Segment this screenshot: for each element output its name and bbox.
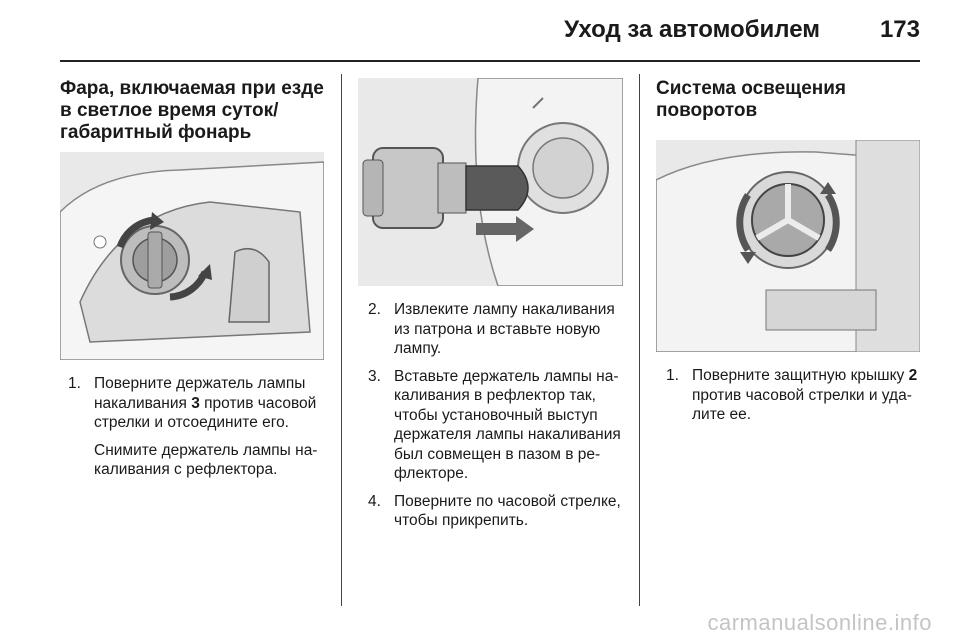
steps-col3	[656, 366, 920, 425]
step-ref-number: 2	[908, 367, 918, 384]
figure-drl-bulb-holder	[60, 152, 324, 360]
step-number: 4.	[368, 492, 381, 510]
heading-line: габаритный фонарь	[60, 122, 252, 143]
step-number: 1.	[68, 375, 81, 392]
figure-turn-signal-cover	[656, 140, 920, 352]
figure-bulb-replacement	[358, 78, 623, 286]
step-2	[368, 300, 623, 359]
heading-line: Система освещения	[656, 78, 846, 99]
step-line	[692, 366, 920, 386]
page-number: 173	[879, 16, 920, 43]
note-line: каливания с рефлектора.	[94, 461, 278, 478]
step-line: флекторе.	[394, 465, 469, 482]
heading-line: поворотов	[656, 100, 758, 121]
step-line	[94, 394, 324, 414]
step-ref-number: 3	[191, 394, 200, 412]
steps-col1	[60, 374, 324, 480]
step-line: чтобы установочный выступ	[394, 406, 598, 424]
step-line: чтобы прикрепить.	[394, 512, 529, 529]
step-4	[368, 492, 623, 531]
step-line: Извлеките лампу накаливания	[394, 301, 615, 318]
note-line: Снимите держатель лампы на-	[94, 441, 318, 459]
step-line: Поверните держатель лампы	[94, 375, 306, 392]
step-line: держателя лампы накаливания	[394, 426, 621, 443]
step-1	[68, 374, 324, 433]
step-line: каливания в рефлектор так,	[394, 387, 596, 404]
step-line: против часовой стрелки и уда-	[692, 386, 912, 404]
watermark: carmanualsonline.info	[707, 610, 932, 635]
headlamp-illustration	[60, 152, 324, 360]
column-1	[60, 78, 324, 480]
step-line: Вставьте держатель лампы на-	[394, 367, 619, 385]
column-3	[656, 78, 920, 433]
bulb-illustration	[358, 78, 623, 286]
step-3	[368, 367, 623, 484]
step-text: накаливания	[94, 394, 192, 412]
column-divider-1	[341, 74, 342, 606]
heading-line: в светлое время суток/	[60, 100, 279, 121]
step-number: 1.	[666, 367, 679, 384]
column-2	[358, 78, 623, 539]
step-note	[68, 441, 324, 480]
step-line: был совмещен в пазом в ре-	[394, 445, 601, 463]
section-heading-drl	[60, 78, 324, 144]
step-line: лампу.	[394, 340, 442, 357]
heading-line: Фара, включаемая при езде	[60, 78, 324, 99]
step-text: против часовой	[199, 394, 317, 412]
column-divider-2	[639, 74, 640, 606]
step-line: из патрона и вставьте новую	[394, 320, 601, 338]
header-title: Уход за автомобилем	[564, 16, 820, 43]
section-heading-turn-signal	[656, 78, 920, 122]
turn-signal-illustration	[656, 140, 920, 352]
step-text: Поверните защитную крышку	[692, 367, 909, 384]
step-line: Поверните по часовой стрелке,	[394, 492, 621, 510]
header-rule	[60, 60, 920, 62]
step-line: лите ее.	[692, 406, 752, 423]
step-1	[666, 366, 920, 425]
step-number: 2.	[368, 301, 381, 318]
step-line: стрелки и отсоедините его.	[94, 414, 289, 431]
step-number: 3.	[368, 367, 381, 385]
steps-col2	[358, 300, 623, 531]
